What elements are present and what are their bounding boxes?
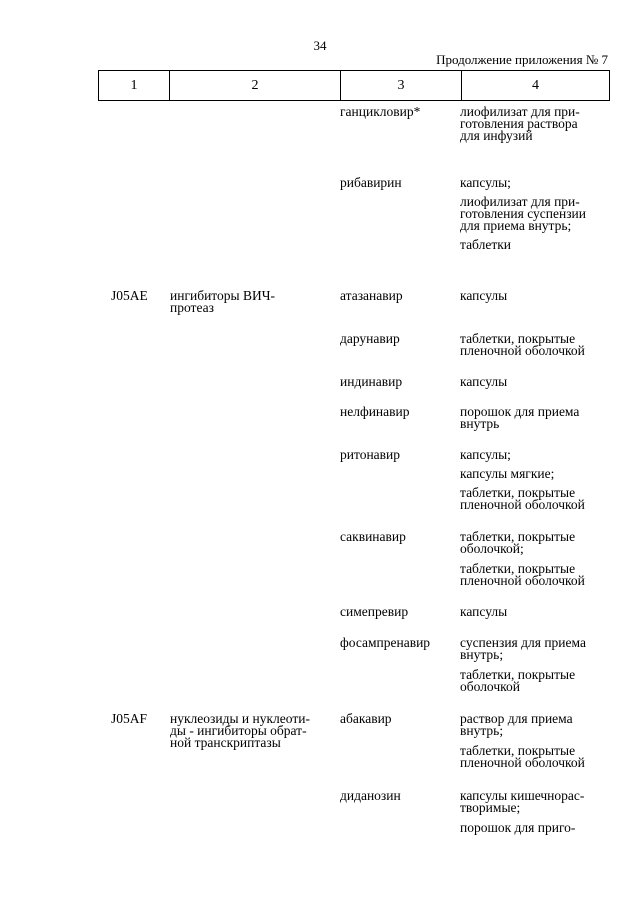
dosage-form: таблетки, покрытые оболочкой (460, 667, 576, 694)
page-number: 34 (313, 38, 327, 53)
drug-name: индинавир (340, 374, 403, 389)
column-header-4: 4 (462, 71, 610, 101)
group-name: нуклеозиды и нуклеоти- ды - ингибиторы обрат- ной транскриптазы (170, 711, 310, 750)
dosage-form: таблетки, покрытые пленочной оболочкой (460, 331, 585, 358)
dosage-form: таблетки, покрытые пленочной оболочкой (460, 485, 585, 512)
dosage-form: капсулы (460, 374, 508, 389)
dosage-form: таблетки, покрытые пленочной оболочкой (460, 743, 585, 770)
dosage-form: капсулы; (460, 447, 511, 462)
column-header-1: 1 (99, 71, 170, 101)
group-code: J05AF (111, 711, 148, 726)
dosage-form: порошок для приго- (460, 820, 576, 835)
dosage-form: капсулы кишечнорас- творимые; (460, 788, 585, 815)
drug-name: диданозин (340, 788, 401, 803)
drug-name: нелфинавир (340, 404, 410, 419)
drug-name: ганцикловир* (340, 104, 421, 119)
dosage-form: таблетки, покрытые оболочкой; (460, 529, 576, 556)
drug-name: фосампренавир (340, 635, 431, 650)
group-code: J05AE (111, 288, 148, 303)
dosage-form: таблетки (460, 237, 512, 252)
group-name: ингибиторы ВИЧ- протеаз (170, 288, 275, 315)
drug-name: абакавир (340, 711, 392, 726)
drug-name: атазанавир (340, 288, 403, 303)
appendix-note: Продолжение приложения № 7 (436, 52, 608, 67)
column-header-table (98, 70, 610, 101)
dosage-form: капсулы (460, 288, 508, 303)
dosage-form: порошок для приема внутрь (460, 404, 580, 431)
dosage-form: таблетки, покрытые пленочной оболочкой (460, 561, 585, 588)
drug-name: дарунавир (340, 331, 400, 346)
dosage-form: капсулы; (460, 175, 511, 190)
column-header-3: 3 (341, 71, 462, 101)
dosage-form: лиофилизат для при- готовления суспензии для приема внутрь; (460, 194, 586, 233)
drug-name: симепревир (340, 604, 409, 619)
dosage-form: суспензия для приема внутрь; (460, 635, 586, 662)
dosage-form: капсулы (460, 604, 508, 619)
dosage-form: раствор для приема внутрь; (460, 711, 573, 738)
column-header-2: 2 (170, 71, 341, 101)
dosage-form: капсулы мягкие; (460, 466, 555, 481)
drug-name: рибавирин (340, 175, 402, 190)
drug-name: саквинавир (340, 529, 406, 544)
drug-name: ритонавир (340, 447, 401, 462)
dosage-form: лиофилизат для при- готовления раствора для инфузий (460, 104, 580, 143)
